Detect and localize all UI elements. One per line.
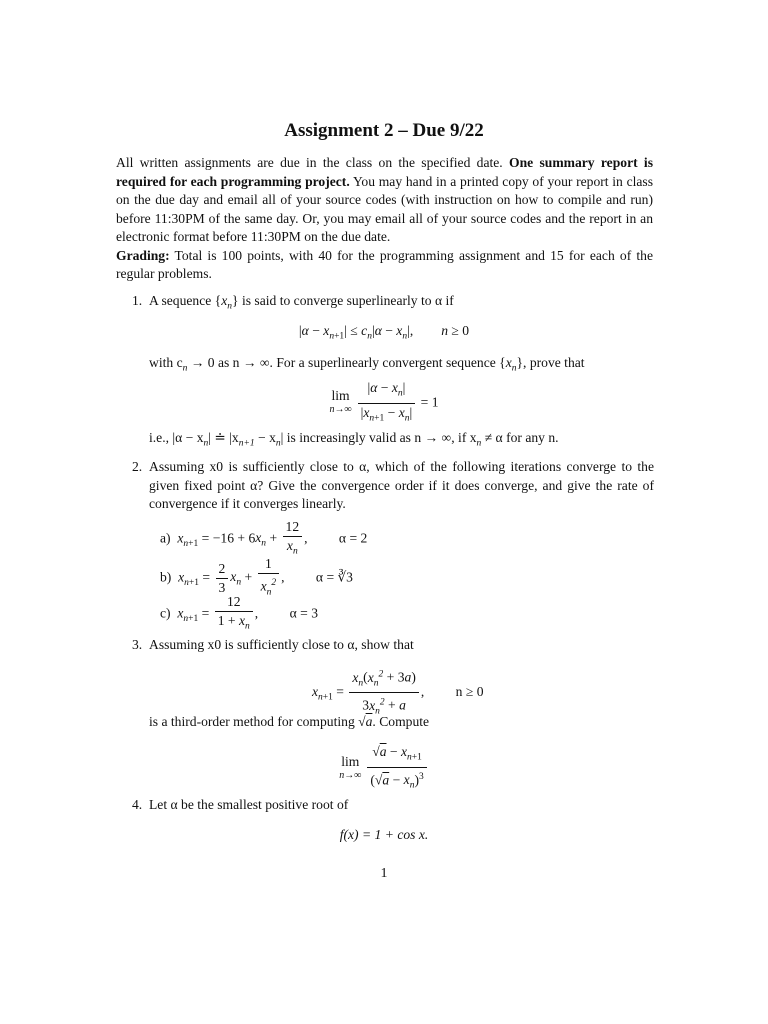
problem-3-number: 3.	[132, 637, 143, 652]
p2b-alpha: α = ∛3	[315, 569, 353, 585]
p1-text-e: }, prove that	[516, 355, 585, 370]
intro-text-1: All written assignments are due in the class on the specified date.	[116, 155, 510, 170]
problem-1	[132, 292, 654, 316]
problem-3-text-2: is a third-order method for computing √a. Compute	[149, 714, 430, 729]
problem-1-number: 1.	[132, 293, 143, 308]
equation-5: f(x) = 1 + cos x.	[339, 827, 429, 842]
intro-text-2: You may hand in a printed copy of your report in class on the due day and email all of your source codes (with instruction on how to compile and run) before 11:30PM of the same day. Or, you may email all of your source codes and the report in an electronic format before 11:30PM on the due date.	[116, 173, 654, 244]
p1-text-b: } is said to converge superlinearly to α if	[232, 293, 454, 308]
problem-3-text: Assuming x0 is sufficiently close to α, show that	[149, 637, 414, 652]
equation-1: $|\alpha - x_{n+1}| \le c_n|\alpha - x_n|$, n ≥ 0	[298, 323, 470, 342]
problem-1-text-2: with $c_n \to 0$ as n → ∞. For a superlinearly convergent sequence $\{x_n\}$, prove that	[149, 355, 585, 374]
problem-2-number: 2.	[132, 459, 143, 474]
p2c-label: c)	[160, 605, 171, 621]
problem-2c: c) $x_{n+1}$ = $\frac{12}{1 + x_n}$ , α = 3	[160, 594, 318, 632]
problem-2a: a) $x_{n+1} = -16 + 6x_n$ + $\frac{12}{x_n}$ , α = 2	[160, 519, 368, 557]
intro-bold-text: One summary report is required for each programming project.	[116, 155, 653, 189]
problem-4-text: Let α be the smallest positive root of	[149, 797, 349, 812]
page-number: 1	[380, 866, 388, 881]
p1-text-h: − x	[254, 430, 276, 445]
p3-text-b: . Compute	[372, 714, 430, 729]
p3-text-a: is a third-order method for computing	[149, 714, 359, 729]
p3-condition: n ≥ 0	[455, 683, 484, 699]
p2c-alpha: α = 3	[289, 605, 318, 621]
p1-text-g: | ≐ |x	[208, 430, 239, 445]
equation-2: lim n→∞ $\frac{|\alpha - x_n|}{|x_{n+1} - x_n|}$ = 1	[329, 380, 439, 424]
problem-1-text: A sequence $\{x_n\}$ is said to converge superlinearly to α if	[149, 293, 454, 312]
equation-4: lim n→∞ $\frac{√a - x_{n+1}}{(√a - x_n)^3}$	[0, 744, 768, 794]
p2a-label: a)	[160, 530, 171, 546]
problem-2	[132, 458, 654, 514]
problem-3	[132, 636, 654, 655]
p2b-label: b)	[160, 569, 172, 585]
grading-text: Total is 100 points, with 40 for the programming assignment and 15 for each of the regular problems.	[116, 247, 653, 281]
problem-4-number: 4.	[132, 797, 143, 812]
page-title: Assignment 2 – Due 9/22	[284, 120, 484, 141]
problem-2-text: Assuming x0 is sufficiently close to α, which of the following iterations converge to the given fixed point α? Give the convergence order if it does converge, and give the rate of convergence if it converges linearly.	[149, 459, 654, 511]
equation-3: $x_{n+1}$ = $\frac{x_n(x_n^2 + 3a)}{3x_n^2 + a}$ , n ≥ 0	[312, 666, 484, 720]
p2a-alpha: α = 2	[338, 530, 368, 546]
grading-label: Grading:	[116, 247, 170, 263]
p1-text-j: ≠ α for any n.	[481, 430, 559, 445]
problem-4	[132, 796, 654, 815]
p1-text-i: | is increasingly valid as n → ∞, if x	[280, 430, 477, 445]
p1-text-c: with c	[149, 355, 183, 370]
intro-paragraph	[116, 154, 653, 284]
p1-text-f: i.e., |α − x	[149, 430, 204, 445]
p1-text-a: A sequence {	[149, 293, 222, 308]
problem-1-text-3: i.e., $|\alpha - x_n|$ ≐ $|x_{n+1} - x_n|$ is increasingly valid as n → ∞, if $x_n \ne \alpha$ for any n.	[149, 430, 559, 449]
problem-2b: b) $x_{n+1}$ = $\frac{2}{3}$ $x_n$ + $\frac{1}{x_n^2}$ , α = ∛3	[160, 556, 353, 598]
p1-text-d: → 0 as n → ∞. For a superlinearly convergent sequence {	[187, 355, 506, 370]
